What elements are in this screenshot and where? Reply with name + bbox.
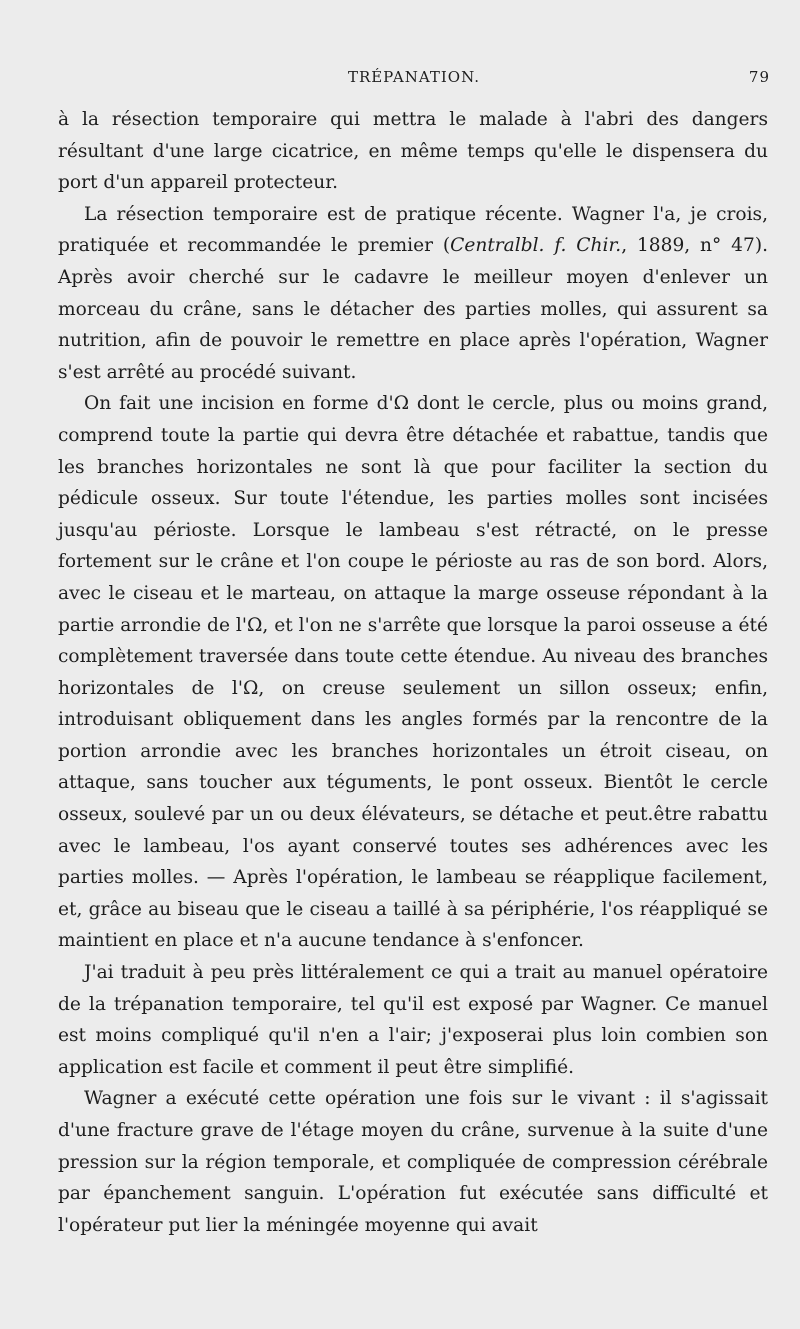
paragraph-3: [58, 388, 768, 957]
running-header: [58, 68, 770, 92]
paragraph-1-text: à la résection temporaire qui mettra le malade à l'abri des dangers résultant d'une large cicatrice, en même temps qu'elle le dispensera du port d'un appareil protecteur.: [58, 109, 768, 194]
citation-journal: Centralbl. f. Chir.: [450, 235, 622, 257]
paragraph-3-text: On fait une incision en forme d'Ω dont le cercle, plus ou moins grand, comprend toute la partie qui devra être détachée et rabattue, tandis que les branches horizontales ne sont là que pour faciliter la section du pédicule osseux. Sur toute l'étendue, les parties molles sont incisées jusqu'au périoste. Lorsque le lambeau s'est rétracté, on le presse fortement sur le crâne et l'on coupe le périoste au ras de son bord. Alors, avec le ciseau et le marteau, on attaque la marge osseuse répondant à la partie arrondie de l'Ω, et l'on ne s'arrête que lorsque la paroi osseuse a été complètement traversée dans toute cette étendue. Au niveau des branches horizontales de l'Ω, on creuse seulement un sillon osseux; enfin, introduisant obliquement dans les angles formés par la rencontre de la portion arrondie avec les branches horizontales un étroit ciseau, on attaque, sans toucher aux téguments, le pont osseux. Bientôt le cercle osseux, soulevé par un ou deux élévateurs, se détache et peut.être rabattu avec le lambeau, l'os ayant conservé toutes ses adhérences avec les parties molles. — Après l'opération, le lambeau se réapplique facilement, et, grâce au biseau que le ciseau a taillé à sa périphérie, l'os réappliqué se maintient en place et n'a aucune tendance à s'enfoncer.: [58, 393, 768, 952]
paragraph-4-text: J'ai traduit à peu près littéralement ce qui a trait au manuel opératoire de la trépanation temporaire, tel qu'il est exposé par Wagner. Ce manuel est moins compliqué qu'il n'en a l'air; j'exposerai plus loin combien son application est facile et comment il peut être simplifié.: [58, 962, 768, 1078]
paragraph-2-text-a: La résection temporaire est de pratique récente. Wagner l'a, je crois, pratiquée et recommandée le premier (: [58, 203, 768, 257]
paragraph-2: [58, 199, 768, 389]
paragraph-1: [58, 104, 768, 199]
paragraph-5: [58, 1083, 768, 1241]
paragraph-2-text-b: , 1889, n° 47). Après avoir cherché sur le cadavre le meilleur moyen d'enlever un morceau du crâne, sans le détacher des parties molles, qui assurent sa nutrition, afin de pouvoir le remettre en place après l'opération, Wagner s'est arrêté au procédé suivant.: [58, 235, 768, 383]
page-number: 79: [748, 68, 770, 86]
paragraph-5-text: Wagner a exécuté cette opération une fois sur le vivant : il s'agissait d'une fracture grave de l'étage moyen du crâne, survenue à la suite d'une pression sur la région temporale, et compliquée de compression cérébrale par épanchement sanguin. L'opération fut exécutée sans difficulté et l'opérateur put lier la méningée moyenne qui avait: [58, 1088, 768, 1236]
running-title: TRÉPANATION.: [347, 68, 481, 86]
paragraph-4: [58, 957, 768, 1083]
body-text: [58, 104, 768, 1241]
